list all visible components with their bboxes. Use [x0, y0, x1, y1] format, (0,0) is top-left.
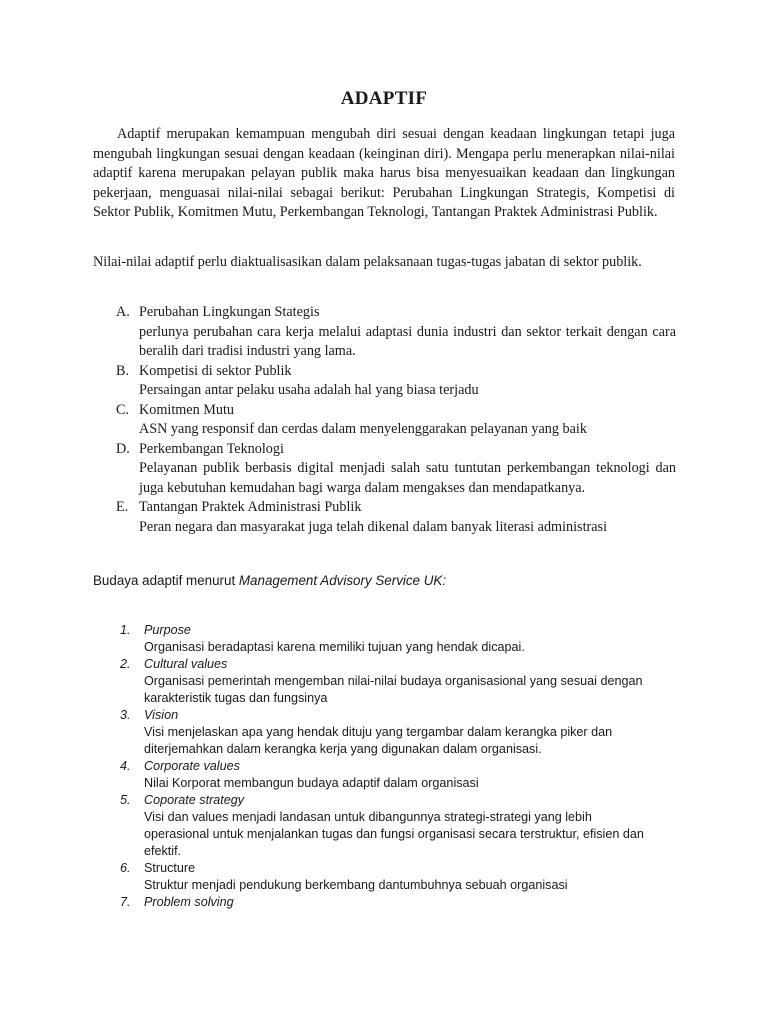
- list-marker: 7.: [120, 895, 131, 909]
- list-item: [120, 860, 660, 894]
- list-item-description: Pelayanan publik berbasis digital menjadi salah satu tuntutan perkembangan teknologi dan juga kebutuhan kemudahan bagi warga dalam mengakses dan mendapatkanya.: [139, 460, 676, 496]
- list-item-term: Problem solving: [144, 895, 234, 909]
- list-item-description: Struktur menjadi pendukung berkembang dantumbuhnya sebuah organisasi: [144, 878, 568, 892]
- list-item-term: Vision: [144, 708, 179, 722]
- culture-intro-source: Management Advisory Service UK:: [238, 573, 447, 588]
- list-marker: 4.: [120, 759, 131, 773]
- list-item: [120, 656, 660, 707]
- intro-paragraph: Adaptif merupakan kemampuan mengubah diri sesuai dengan keadaan lingkungan tetapi juga mengubah lingkungan sesuai dengan keadaan (keinginan diri). Mengapa perlu menerapkan nilai-nilai adaptif karena merupakan pelayan publik maka harus bisa menyesuaikan keadaan dan lingkungan pekerjaan, menguasai nilai-nilai sebagai berikut: Perubahan Lingkungan Strategis, Kompetisi di Sektor Publik, Komitmen Mutu, Perkembangan Teknologi, Tantangan Praktek Administrasi Publik.: [93, 126, 675, 220]
- list-item-description: ASN yang responsif dan cerdas dalam menyelenggarakan pelayanan yang baik: [139, 421, 587, 437]
- list-item-heading: Perubahan Lingkungan Stategis: [139, 304, 320, 320]
- culture-intro-prefix: Budaya adaptif menurut: [93, 573, 239, 588]
- list-item-description: Nilai Korporat membangun budaya adaptif dalam organisasi: [144, 776, 479, 790]
- list-item: [120, 758, 660, 792]
- list-item-description: Organisasi beradaptasi karena memiliki tujuan yang hendak dicapai.: [144, 640, 525, 654]
- list-marker: 3.: [120, 708, 131, 722]
- list-marker: C.: [116, 401, 130, 418]
- list-item: [120, 894, 660, 911]
- adaptive-culture-list: [120, 622, 660, 911]
- list-item: [120, 622, 660, 656]
- list-item-description: Visi dan values menjadi landasan untuk dibangunnya strategi-strategi yang lebih operasional untuk menjalankan tugas dan fungsi organisasi secara terstruktur, efisien dan efektif.: [144, 810, 644, 858]
- culture-intro: [93, 573, 446, 588]
- list-item-term: Coporate strategy: [144, 793, 245, 807]
- list-item: [116, 303, 676, 362]
- list-marker: 1.: [120, 623, 131, 637]
- list-item: [120, 707, 660, 758]
- list-item-heading: Perkembangan Teknologi: [139, 440, 284, 457]
- list-item-description: Visi menjelaskan apa yang hendak dituju yang tergambar dalam kerangka piker dan diterjemahkan dalam kerangka kerja yang digunakan dalam organisasi.: [144, 725, 613, 756]
- list-marker: A.: [116, 304, 130, 320]
- list-marker: B.: [116, 362, 130, 379]
- list-item-term: Structure: [144, 861, 196, 875]
- list-marker: 6.: [120, 861, 131, 875]
- list-item: [116, 440, 676, 499]
- list-item-description: Peran negara dan masyarakat juga telah dikenal dalam banyak literasi administrasi: [139, 518, 608, 535]
- list-item: [116, 498, 676, 537]
- list-marker: 5.: [120, 793, 131, 807]
- list-marker: E.: [116, 499, 129, 515]
- list-item: [120, 792, 660, 860]
- page-title: ADAPTIF: [340, 88, 428, 109]
- list-item-term: Cultural values: [144, 657, 228, 671]
- list-item-description: Persaingan antar pelaku usaha adalah hal yang biasa terjadu: [139, 382, 479, 398]
- list-item-description: Organisasi pemerintah mengemban nilai-nilai budaya organisasional yang sesuai dengan karakteristik tugas dan fungsinya: [144, 674, 643, 705]
- list-item-heading: Komitmen Mutu: [139, 401, 234, 418]
- list-marker: D.: [116, 440, 130, 457]
- list-marker: 2.: [120, 657, 131, 671]
- list-item-term: Purpose: [144, 623, 191, 637]
- list-item-heading: Tantangan Praktek Administrasi Publik: [139, 499, 362, 515]
- actualization-paragraph: Nilai-nilai adaptif perlu diaktualisasikan dalam pelaksanaan tugas-tugas jabatan di sektor publik.: [93, 254, 642, 270]
- list-item-heading: Kompetisi di sektor Publik: [139, 362, 292, 379]
- list-item-description: perlunya perubahan cara kerja melalui adaptasi dunia industri dan sektor terkait dengan cara beralih dari tradisi industri yang lama.: [139, 323, 676, 359]
- list-item: [116, 362, 676, 401]
- list-item-term: Corporate values: [144, 759, 240, 773]
- adaptive-values-list: [116, 303, 676, 537]
- list-item: [116, 401, 676, 440]
